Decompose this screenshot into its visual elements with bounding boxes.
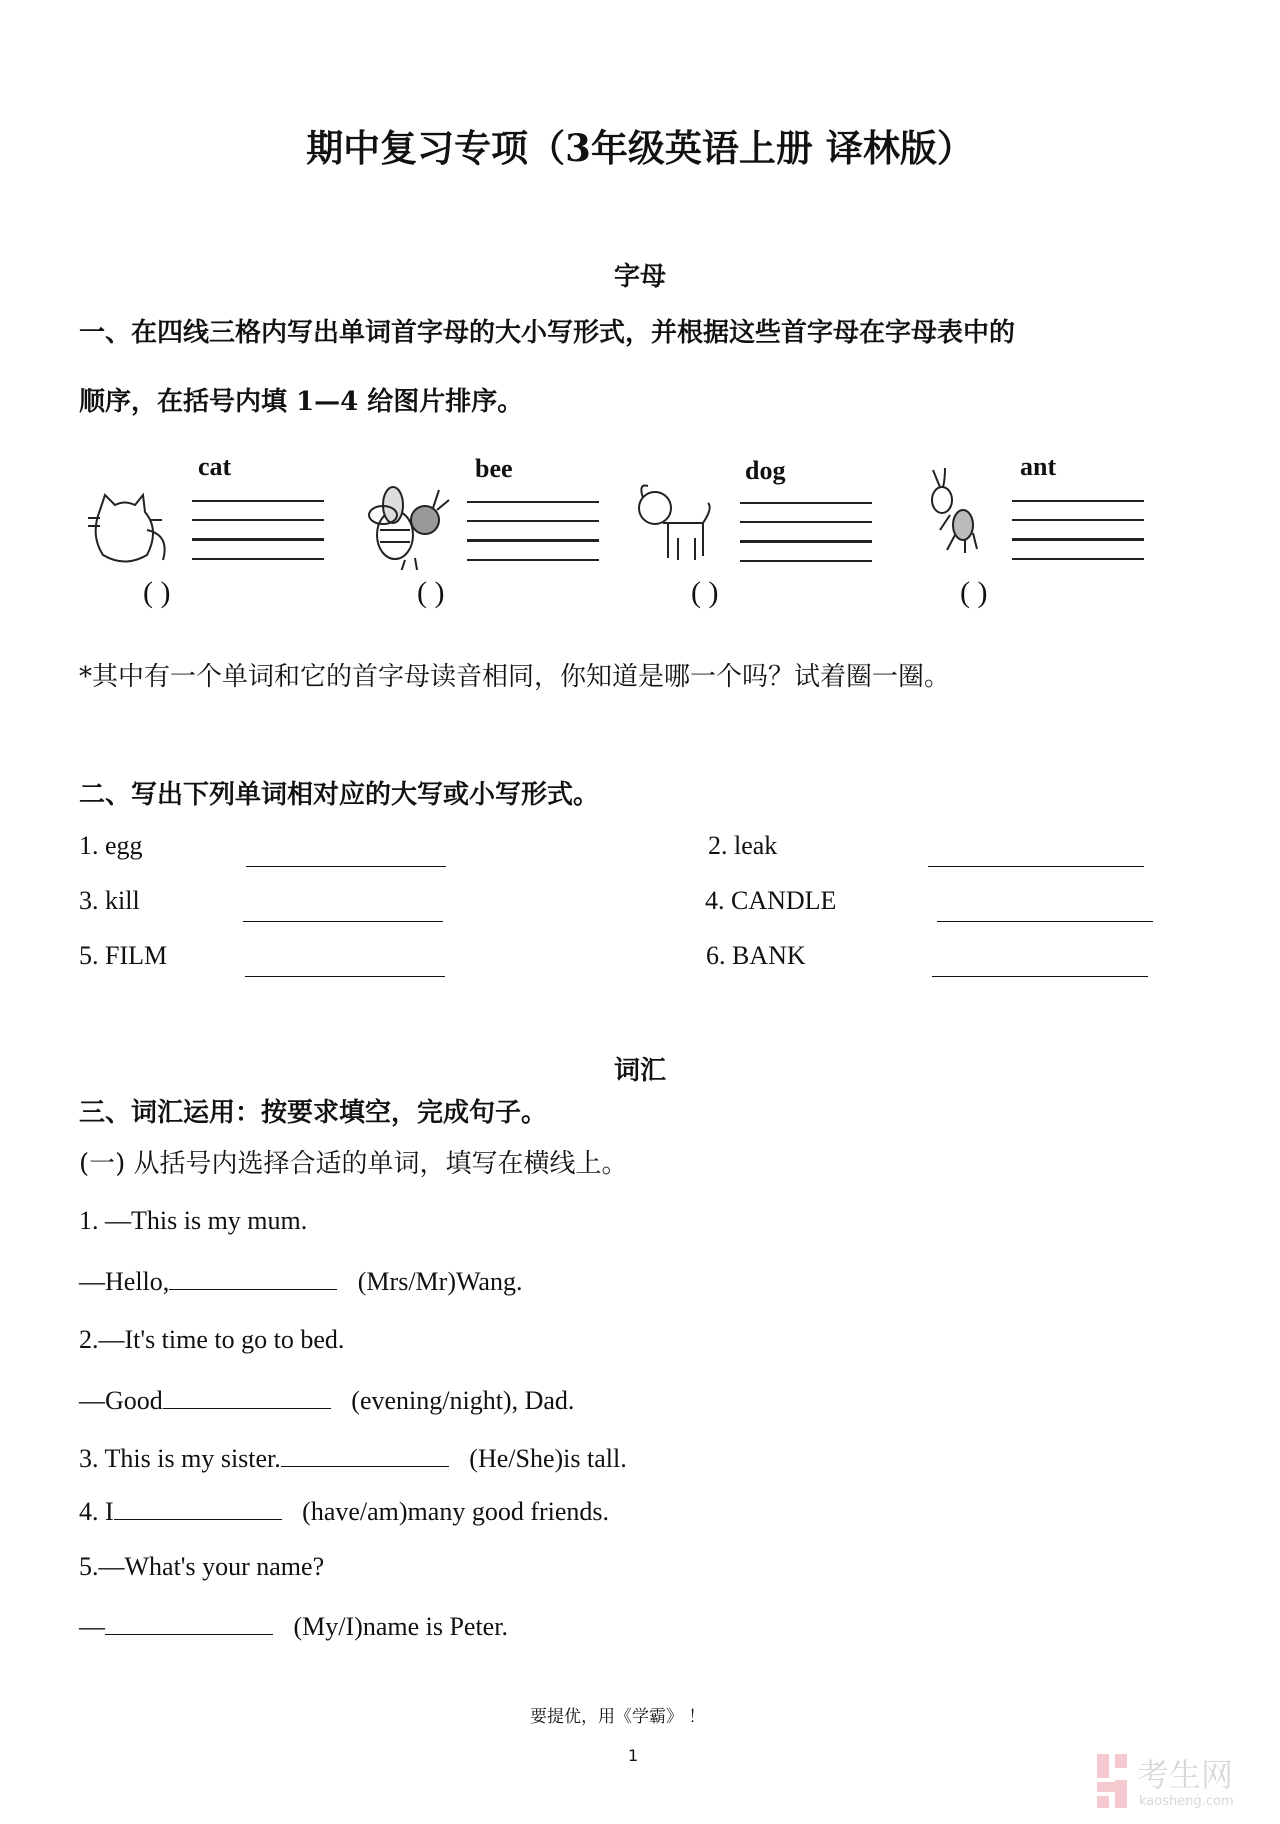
answer-blank[interactable] xyxy=(937,897,1153,922)
footer-slogan: 要提优，用《学霸》 ！ xyxy=(530,1707,706,1727)
sentence-text: 4. I xyxy=(79,1497,114,1526)
four-line-grid[interactable] xyxy=(192,500,324,577)
word-text: 5. FILM xyxy=(79,941,168,970)
word-text: 6. BANK xyxy=(706,941,806,970)
bee-picture xyxy=(365,480,455,570)
svg-text:考生网: 考生网 xyxy=(1137,1756,1234,1794)
answer-blank[interactable] xyxy=(105,1610,273,1635)
answer-blank[interactable] xyxy=(163,1384,331,1409)
q2-heading: 二、写出下列单词相对应的大写或小写形式。 xyxy=(79,780,600,810)
word-text: 2. leak xyxy=(708,831,778,860)
kaosheng-logo-icon xyxy=(1095,1750,1260,1810)
word-label: ant xyxy=(1020,452,1057,481)
sentence-text: 1. —This is my mum. xyxy=(79,1206,308,1235)
sentence-text: 2.—It's time to go to bed. xyxy=(79,1325,345,1354)
answer-parentheses[interactable]: ( ) xyxy=(417,576,445,609)
answer-blank[interactable] xyxy=(928,842,1144,867)
answer-blank[interactable] xyxy=(114,1495,282,1520)
q2-item-5 xyxy=(79,941,167,971)
q1-item-cat xyxy=(85,450,345,610)
q2-item-4 xyxy=(705,886,836,916)
word-label: cat xyxy=(198,452,232,481)
page-number: 1 xyxy=(628,1746,639,1765)
answer-blank[interactable] xyxy=(932,952,1148,977)
answer-blank[interactable] xyxy=(243,897,443,922)
section-heading-letters: 字母 xyxy=(613,262,666,292)
q1-item-ant xyxy=(905,450,1165,610)
q3-line-2 xyxy=(79,1265,522,1297)
word-label: bee xyxy=(475,454,513,483)
answer-blank[interactable] xyxy=(246,842,446,867)
answer-parentheses[interactable]: ( ) xyxy=(143,576,171,609)
choice-text: (have/am)many good friends. xyxy=(295,1497,610,1526)
q2-item-1 xyxy=(79,831,143,861)
choice-text: (He/She)is tall. xyxy=(462,1444,627,1473)
sentence-text: —Good xyxy=(79,1386,163,1415)
choice-text: (Mrs/Mr)Wang. xyxy=(351,1267,523,1296)
page-title: 期中复习专项（3年级英语上册 译林版） xyxy=(306,126,974,170)
four-line-grid[interactable] xyxy=(740,502,872,579)
q2-item-3 xyxy=(79,886,140,916)
q1-item-bee xyxy=(360,450,620,610)
q2-item-2 xyxy=(708,831,777,861)
word-label: dog xyxy=(745,456,786,485)
answer-blank[interactable] xyxy=(245,952,445,977)
watermark-logo xyxy=(1095,1750,1260,1810)
q1-note: *其中有一个单词和它的首字母读音相同，你知道是哪一个吗？试着圈一圈。 xyxy=(79,662,951,692)
q3-heading: 三、词汇运用：按要求填空，完成句子。 xyxy=(79,1098,548,1128)
q3-line-6 xyxy=(79,1495,609,1527)
four-line-grid[interactable] xyxy=(1012,500,1144,577)
cat-picture xyxy=(85,490,185,570)
choice-text: (My/I)name is Peter. xyxy=(287,1612,508,1641)
q3-line-8 xyxy=(79,1610,508,1642)
word-text: 1. egg xyxy=(79,831,143,860)
four-line-grid[interactable] xyxy=(467,501,599,578)
q3-line-3 xyxy=(79,1325,344,1355)
q3-line-7 xyxy=(79,1552,324,1582)
q1-item-dog xyxy=(633,450,893,610)
q1-instruction-line1: 一、在四线三格内写出单词首字母的大小写形式，并根据这些首字母在字母表中的 xyxy=(79,318,1016,348)
choice-text: (evening/night), Dad. xyxy=(344,1386,575,1415)
q3-subheading: (一) 从括号内选择合适的单词，填写在横线上。 xyxy=(79,1149,628,1179)
sentence-text: 3. This is my sister. xyxy=(79,1444,281,1473)
q1-instruction-line2: 顺序，在括号内填 1—4 给图片排序。 xyxy=(79,387,524,417)
word-text: 4. CANDLE xyxy=(705,886,837,915)
sentence-text: — xyxy=(79,1612,105,1641)
q3-line-1 xyxy=(79,1206,307,1236)
sentence-text: 5.—What's your name? xyxy=(79,1552,325,1581)
word-text: 3. kill xyxy=(79,886,140,915)
q3-line-4 xyxy=(79,1384,574,1416)
ant-picture xyxy=(925,465,995,565)
answer-blank[interactable] xyxy=(281,1442,449,1467)
q3-line-5 xyxy=(79,1442,627,1474)
q2-item-6 xyxy=(706,941,806,971)
section-heading-vocab: 词汇 xyxy=(613,1056,666,1086)
sentence-text: —Hello, xyxy=(79,1267,170,1296)
svg-text:kaosheng.com: kaosheng.com xyxy=(1139,1794,1234,1809)
answer-blank[interactable] xyxy=(169,1265,337,1290)
answer-parentheses[interactable]: ( ) xyxy=(960,576,988,609)
answer-parentheses[interactable]: ( ) xyxy=(691,576,719,609)
dog-picture xyxy=(633,478,723,578)
